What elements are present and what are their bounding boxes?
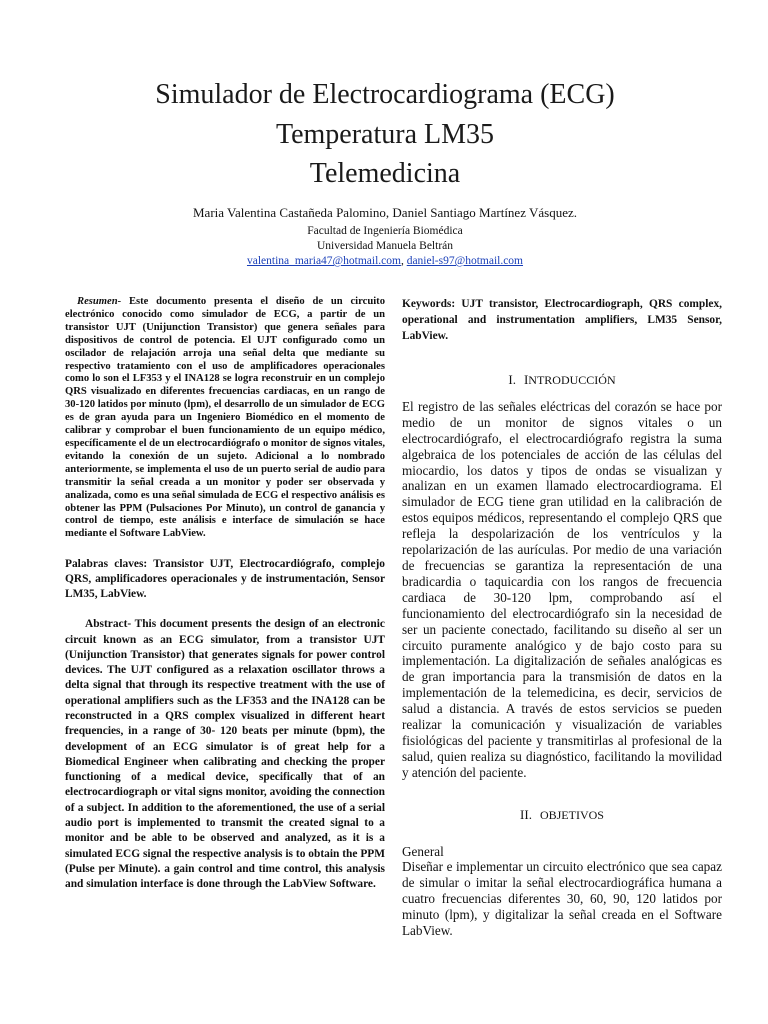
section-title-initial: I <box>523 372 529 387</box>
section-number: I. <box>508 372 516 387</box>
left-column <box>65 296 385 893</box>
section-title-rest: NTRODUCCIÓN <box>528 373 616 387</box>
abstract-spanish-lead: Resumen- <box>77 296 122 307</box>
email-link-1[interactable]: valentina_maria47@hotmail.com <box>246 255 401 267</box>
email-separator: , <box>400 255 407 267</box>
right-column <box>402 296 722 939</box>
objetivo-general-paragraph: Diseñar e implementar un circuito electrónico que sea capaz de simular o imitar la señal electrocardiográfica humana a cuatro frecuencias diferentes 30, 60, 90, 120 latidos por minuto (lpm), y digitalizar la señal creada en el Software LabView. <box>402 859 722 939</box>
affiliation-faculty: Facultad de Ingeniería Biomédica <box>307 225 463 237</box>
abstract-spanish-text: Este documento presenta el diseño de un circuito electrónico conocido como simulador de ECG, a partir de un transistor UJT (Unijunction Transistor) que genera señales para dispositivos de control de potencia. El UJT configurado como un oscilador de relajación arroja una señal delta que mediante su respectivo tratamiento con el uso de amplificadores operacionales como lo son el LF353 y el INA128 se logra reconstruir en un complejo QRS visualizado en diferentes frecuencias cardiacas, en un rango de 30-120 latidos por minuto (lpm), el desarrollo de un simulador de ECG es de gran ayuda para un Ingeniero Biomédico en el momento de calibrar y comprobar el buen funcionamiento de un equipo médico, específicamente el de un electrocardiógrafo o monitor de signos vitales, evitando la conexión de un sujeto. Adicional a lo nombrado anteriormente, se implementa el uso de un puerto serial de audio para transmitir la señal creada a un monitor y poder ser observada y analizada, como es una señal simulada de ECG el respectivo análisis es obtener las PPM (Pulsaciones Por Minuto), un control de ganancia y control de tiempo, este análisis e interface de simulación se hace mediante el Software LabView. <box>65 296 385 540</box>
author-list: Maria Valentina Castañeda Palomino, Daniel Santiago Martínez Vásquez. <box>193 205 577 220</box>
paper-title-line-2: Temperatura LM35 <box>275 119 495 150</box>
paper-title-line-1: Simulador de Electrocardiograma (ECG) <box>155 79 615 110</box>
section-number: II. <box>520 806 532 822</box>
keywords-english: Keywords: UJT transistor, Electrocardiograph, QRS complex, operational and instrumentation amplifiers, LM35 Sensor, LabView. <box>402 298 722 342</box>
introduccion-paragraph: El registro de las señales eléctricas del corazón se hace por medio de un monitor de signos vitales o un electrocardiógrafo, el electrocardiógrafo registra la suma algebraica de los potenciales de acción de las células del miocardio, los datos y tipos de ondas se visualizan y analizan en un examen llamado electrocardiograma. El simulador de ECG tiene gran utilidad en la calibración de estos equipos médicos, representando el complejo QRS que refleja la despolarización de los ventrículos y la repolarización de las aurículas. Por medio de una variación de frecuencias se garantiza la representación de una bradicardia o taquicardia con los rangos de frecuencia cardiaca de 30-120 lpm, comprobando así el funcionamiento del electrocardiógrafo sin la necesidad de ser un paciente conectado, facilitando su diseño al ser un circuito puramente analógico y de bajo costo para su implementación. La digitalización de señales analógicas es de gran importancia para la transmisión de datos en la implementación de la telemedicina, es decir, servicios de salud a distancia. A través de estos servicios se pueden realizar la comunicación y visualización de variables fisiológicas del paciente y transmitirlas al profesional de la salud, quien realiza su diagnóstico, facilitando la movilidad y atención del paciente. <box>402 398 722 780</box>
section-heading-introduccion <box>402 372 722 389</box>
section-title: OBJETIVOS <box>539 807 604 822</box>
abstract-spanish <box>65 296 385 541</box>
subsection-general: General <box>402 843 444 859</box>
author-emails <box>60 254 710 269</box>
section-heading-objetivos <box>402 807 722 824</box>
abstract-english: Abstract- This document presents the design of an electronic circuit known as an ECG simulator, from a transistor UJT (Unijunction Transistor) that generates signals for power control devices. The UJT configured as a relaxation oscillator throws a delta signal that through its respective treatment with the use of operational amplifiers such as the LF353 and the INA128 can be reconstructed in a QRS complex visualized in different heart frequencies, in a range of 30- 120 beats per minute (bpm), the development of an ECG simulator is of great help for a Biomedical Engineer when calibrating and checking the proper functioning of a medical device, specifically that of an electrocardiograph or vital signs monitor, avoiding the connection of a subject. In addition to the aforementioned, the use of a serial audio port is implemented to transmit the created signal to a monitor and be able to be observed and analyzed, as it is a simulated ECG signal the respective analysis is to obtain the PPM (Pulse per Minute). a gain control and time control, this analysis and simulation interface is done through the LabView Software. <box>65 618 385 891</box>
keywords-spanish: Palabras claves: Transistor UJT, Electrocardiógrafo, complejo QRS, amplificadores operacionales y de instrumentación, Sensor LM35, LabView. <box>65 558 385 601</box>
affiliation-university: Universidad Manuela Beltrán <box>316 240 454 252</box>
paper-title-line-3: Telemedicina <box>309 158 461 189</box>
email-link-2[interactable]: daniel-s97@hotmail.com <box>406 255 524 267</box>
